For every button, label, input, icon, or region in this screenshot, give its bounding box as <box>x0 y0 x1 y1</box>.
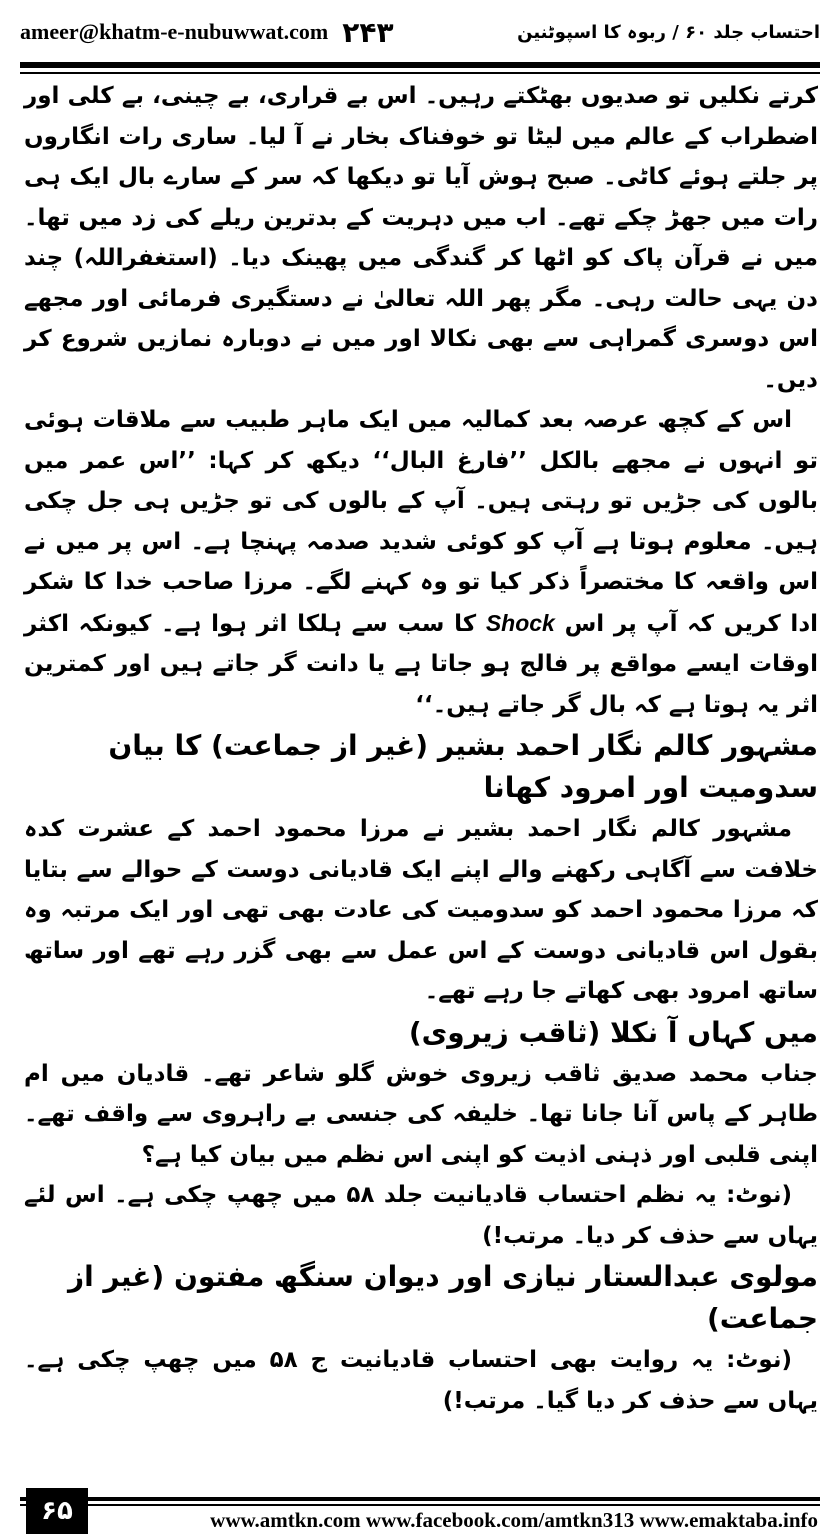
paragraph-2-latin-word: Shock <box>485 609 555 636</box>
body-content <box>24 76 818 1421</box>
heading-ahmad-bashir: مشہور کالم نگار احمد بشیر (غیر از جماعت) کا بیان سدومیت اور امرود کھانا <box>108 729 818 804</box>
page-header <box>20 8 820 56</box>
heading-niazi-maftoon: مولوی عبدالستار نیازی اور دیوان سنگھ مفتون (غیر از جماعت) <box>67 1260 818 1335</box>
paragraph-4: جناب محمد صدیق ثاقب زیروی خوش گلو شاعر تھے۔ قادیان میں ام طاہر کے پاس آنا جانا تھا۔ خلیفہ کی جنسی بے راہروی سے واقف تھے۔ اپنی قلبی اور ذہنی اذیت کو اپنی اس نظم میں بیان کیا ہے؟ <box>24 1060 818 1168</box>
note-1: (نوٹ: یہ نظم احتساب قادیانیت جلد ۵۸ میں چھپ چکی ہے۔ اس لئے یہاں سے حذف کر دیا۔ مرتب!) <box>24 1182 818 1249</box>
paragraph-2-part-1: اس کے کچھ عرصہ بعد کمالیہ میں ایک ماہر طبیب سے ملاقات ہوئی تو انہوں نے مجھے بالکل ’’فارغ البال‘‘ دیکھ کر کہا: ’’اس عمر میں بالوں کی جڑیں تو رہتی ہیں۔ آپ کے بالوں کی تو جڑیں ہی جل چکی ہیں۔ معلوم ہوتا ہے آپ کو کوئی شدید صدمہ پہنچا ہے۔ اس پر میں نے اس واقعہ کا مختصراً ذکر کیا تو وہ کہنے لگے۔ مرزا صاحب خدا کا شکر ادا کریں کہ آپ پر اس <box>24 407 819 637</box>
note-2: (نوٹ: یہ روایت بھی احتساب قادیانیت ج ۵۸ میں چھپ چکی ہے۔ یہاں سے حذف کر دیا گیا۔ مرتب!) <box>24 1347 818 1414</box>
footer-rule-thick <box>20 1497 820 1501</box>
header-left-group <box>20 16 394 49</box>
paragraph-2 <box>24 400 818 725</box>
footer-rule-thin <box>20 1504 820 1506</box>
heading-saqib-zeervi: میں کہاں آ نکلا (ثاقب زیروی) <box>408 1015 818 1049</box>
header-rule-thin <box>20 72 820 74</box>
footer-page-number: ۶۵ <box>26 1488 88 1534</box>
paragraph-3: مشہور کالم نگار احمد بشیر نے مرزا محمود احمد کے عشرت کدہ خلافت سے آگاہی رکھنے والے اپنے ایک قادیانی دوست کے حوالے سے بتایا کہ مرزا محمود احمد کو سدومیت کی عادت بھی تھی اور ایک مرتبہ وہ بقول اس قادیانی دوست کے اس عمل سے بھی گزر رہے تھے اور ساتھ ساتھ امرود بھی کھاتے جا رہے تھے۔ <box>24 816 818 1004</box>
header-rule-thick <box>20 62 820 68</box>
paragraph-2-part-2: کا سب سے ہلکا اثر ہوا ہے۔ کیونکہ اکثر اوقات ایسے مواقع پر فالج ہو جاتا ہے یا دانت گر جاتے ہیں اور کمترین اثر یہ ہوتا ہے کہ بال گر جاتے ہیں۔‘‘ <box>24 610 818 718</box>
header-email: ameer@khatm-e-nubuwwat.com <box>20 19 329 44</box>
footer-links: www.amtkn.com www.facebook.com/amtkn313 www.emaktaba.info <box>210 1508 818 1532</box>
paragraph-1: کرتے نکلیں تو صدیوں بھٹکتے رہیں۔ اس بے قراری، بے چینی، بے کلی اور اضطراب کے عالم میں لیٹا تو خوفناک بخار نے آ لیا۔ ساری رات انگاروں پر جلتے ہوئے کاٹی۔ صبح ہوش آیا تو دیکھا کہ سر کے سارے بال ایک ہی رات میں جھڑ چکے تھے۔ اب میں دہریت کے بدترین ریلے کی زد میں تھا۔ میں نے قرآن پاک کو اٹھا کر گندگی میں پھینک دیا۔ (استغفراللہ) چند دن یہی حالت رہی۔ مگر پھر اللہ تعالیٰ نے دستگیری فرمائی اور مجھے اس دوسری گمراہی سے بھی نکالا اور میں نے دوبارہ نمازیں شروع کر دیں۔ <box>24 83 818 393</box>
header-title: احتساب جلد ۶۰ / ربوہ کا اسپوٹنین <box>517 21 820 43</box>
header-page-number: ۲۴۳ <box>342 15 394 49</box>
